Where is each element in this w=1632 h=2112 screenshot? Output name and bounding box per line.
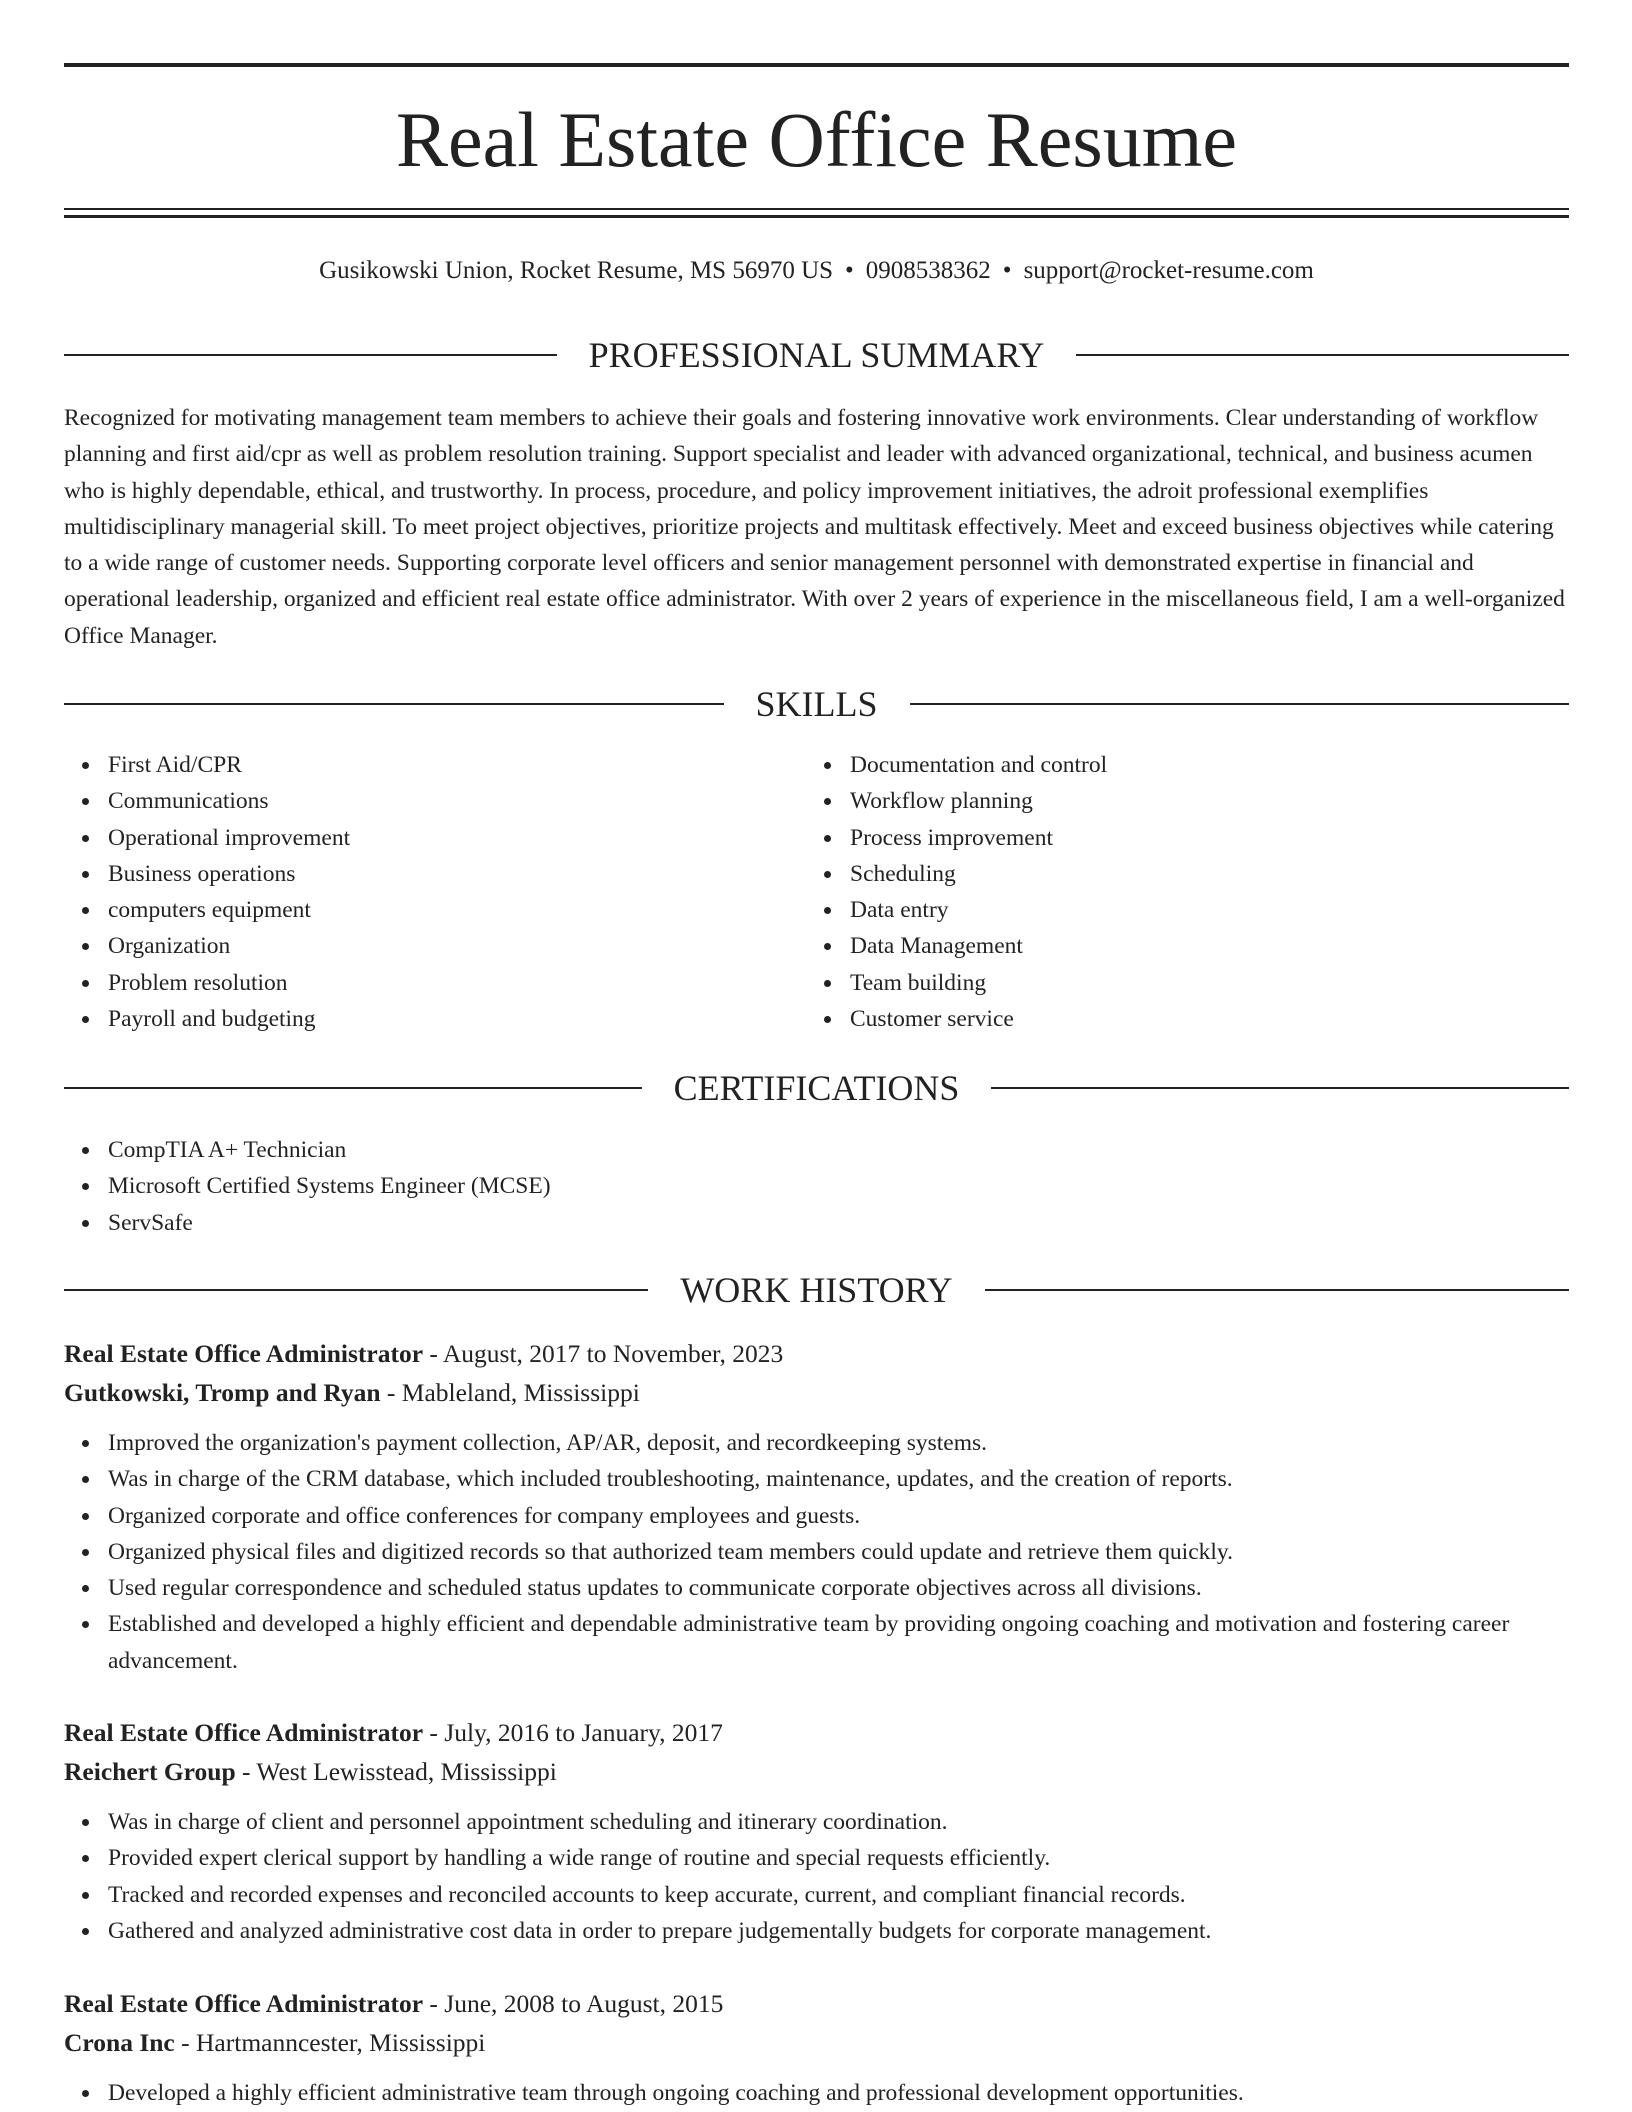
job-duty: Developed a highly efficient administrative team through ongoing coaching and professional development opportunities.	[64, 2075, 1569, 2111]
skill-item: Scheduling	[806, 856, 1506, 892]
certification-item: Microsoft Certified Systems Engineer (MCSE)	[64, 1168, 1569, 1204]
skills-column-right	[806, 747, 1506, 1037]
job-entry	[64, 1334, 1569, 1679]
resume-title: Real Estate Office Resume	[395, 96, 1238, 183]
job-company-line	[64, 2023, 1569, 2062]
section-title: PROFESSIONAL SUMMARY	[588, 335, 1045, 375]
contact-email: support@rocket-resume.com	[1023, 257, 1314, 284]
skill-item: Payroll and budgeting	[64, 1001, 764, 1037]
section-heading-skills	[64, 682, 1569, 726]
job-dates: - June, 2008 to August, 2015	[423, 1989, 724, 2018]
skill-item: Communications	[64, 783, 764, 819]
section-title: WORK HISTORY	[680, 1270, 953, 1310]
certifications-block	[64, 1132, 1569, 1241]
job-title-line	[64, 1334, 1569, 1373]
contact-phone: 0908538362	[865, 257, 991, 284]
skill-item: Operational improvement	[64, 820, 764, 856]
section-heading-certifications	[64, 1066, 1569, 1110]
skill-item: Team building	[806, 965, 1506, 1001]
skill-item: Customer service	[806, 1001, 1506, 1037]
job-duties-list	[64, 2075, 1569, 2111]
certification-item: CompTIA A+ Technician	[64, 1132, 1569, 1168]
job-duty: Tracked and recorded expenses and reconciled accounts to keep accurate, current, and compliant financial records.	[64, 1877, 1569, 1913]
job-duty: Was in charge of client and personnel appointment scheduling and itinerary coordination.	[64, 1804, 1569, 1840]
section-title: CERTIFICATIONS	[673, 1068, 960, 1108]
job-title-line	[64, 1713, 1569, 1752]
contact-separator: •	[1002, 257, 1012, 284]
heading-rule-left	[64, 354, 557, 356]
job-duty: Provided expert clerical support by handling a wide range of routine and special requests efficiently.	[64, 1840, 1569, 1876]
heading-rule-right	[1076, 354, 1569, 356]
job-company-line	[64, 1752, 1569, 1791]
job-title-line	[64, 1984, 1569, 2023]
job-duty: Organized corporate and office conferences for company employees and guests.	[64, 1498, 1569, 1534]
section-heading-work-history	[64, 1268, 1569, 1312]
section-heading-summary	[64, 333, 1569, 377]
heading-rule-right	[910, 703, 1570, 705]
title-bottom-double-rule	[64, 208, 1569, 210]
skill-item: Data entry	[806, 892, 1506, 928]
contact-line	[64, 254, 1569, 288]
job-company-line	[64, 1373, 1569, 1412]
job-company: Reichert Group	[64, 1757, 236, 1786]
certifications-list	[64, 1132, 1569, 1241]
skills-list-right	[806, 747, 1506, 1037]
job-title: Real Estate Office Administrator	[64, 1339, 424, 1368]
job-title: Real Estate Office Administrator	[64, 1989, 424, 2018]
skill-item: Problem resolution	[64, 965, 764, 1001]
job-entry	[64, 1984, 1569, 2111]
heading-rule-left	[64, 1087, 642, 1089]
job-duty: Established and developed a highly efficient and dependable administrative team by providing ongoing coaching and motivation and fostering career advancement.	[64, 1606, 1569, 1679]
heading-rule-right	[991, 1087, 1569, 1089]
job-entry	[64, 1713, 1569, 1949]
summary-paragraph: Recognized for motivating management team members to achieve their goals and fostering innovative work environments. Clear understanding of workflow planning and first aid/cpr as well as problem resolution training. Support specialist and leader with advanced organizational, technical, and business acumen who is highly dependable, ethical, and trustworthy. In process, procedure, and policy improvement initiatives, the adroit professional exemplifies multidisciplinary managerial skill. To meet project objectives, prioritize projects and multitask effectively. Meet and exceed business objectives while catering to a wide range of customer needs. Supporting corporate level officers and senior management personnel with demonstrated expertise in financial and operational leadership, organized and efficient real estate office administrator. With over 2 years of experience in the miscellaneous field, I am a well-organized Office Manager.	[64, 405, 1565, 649]
skill-item: Organization	[64, 928, 764, 964]
skill-item: Process improvement	[806, 820, 1506, 856]
title-top-rule	[64, 63, 1569, 67]
contact-address: Gusikowski Union, Rocket Resume, MS 56970 US	[319, 257, 834, 284]
job-duty: Organized physical files and digitized records so that authorized team members could update and retrieve them quickly.	[64, 1534, 1569, 1570]
job-duties-list	[64, 1804, 1569, 1949]
contact-separator: •	[845, 257, 854, 284]
job-duty: Improved the organization's payment collection, AP/AR, deposit, and recordkeeping systems.	[64, 1425, 1569, 1461]
skills-list-left	[64, 747, 764, 1037]
skill-item: Documentation and control	[806, 747, 1506, 783]
heading-rule-right	[985, 1289, 1569, 1291]
skill-item: Data Management	[806, 928, 1506, 964]
skill-item: Workflow planning	[806, 783, 1506, 819]
skill-item: computers equipment	[64, 892, 764, 928]
job-duty: Gathered and analyzed administrative cost data in order to prepare judgementally budgets for corporate management.	[64, 1913, 1569, 1949]
job-location: - West Lewisstead, Mississippi	[235, 1757, 557, 1786]
job-dates: - July, 2016 to January, 2017	[423, 1718, 723, 1747]
heading-rule-left	[64, 703, 724, 705]
job-company: Gutkowski, Tromp and Ryan	[64, 1378, 381, 1407]
job-duty: Was in charge of the CRM database, which included troubleshooting, maintenance, updates, and the creation of reports.	[64, 1461, 1569, 1497]
skill-item: First Aid/CPR	[64, 747, 764, 783]
job-title: Real Estate Office Administrator	[64, 1718, 424, 1747]
job-duties-list	[64, 1425, 1569, 1679]
job-dates: - August, 2017 to November, 2023	[423, 1339, 784, 1368]
certification-item: ServSafe	[64, 1205, 1569, 1241]
job-company: Crona Inc	[64, 2028, 175, 2057]
job-duty: Used regular correspondence and scheduled status updates to communicate corporate objectives across all divisions.	[64, 1570, 1569, 1606]
skill-item: Business operations	[64, 856, 764, 892]
job-location: - Mableland, Mississippi	[380, 1378, 640, 1407]
heading-rule-left	[64, 1289, 648, 1291]
skills-column-left	[64, 747, 764, 1037]
section-title: SKILLS	[755, 684, 878, 724]
job-location: - Hartmanncester, Mississippi	[174, 2028, 486, 2057]
